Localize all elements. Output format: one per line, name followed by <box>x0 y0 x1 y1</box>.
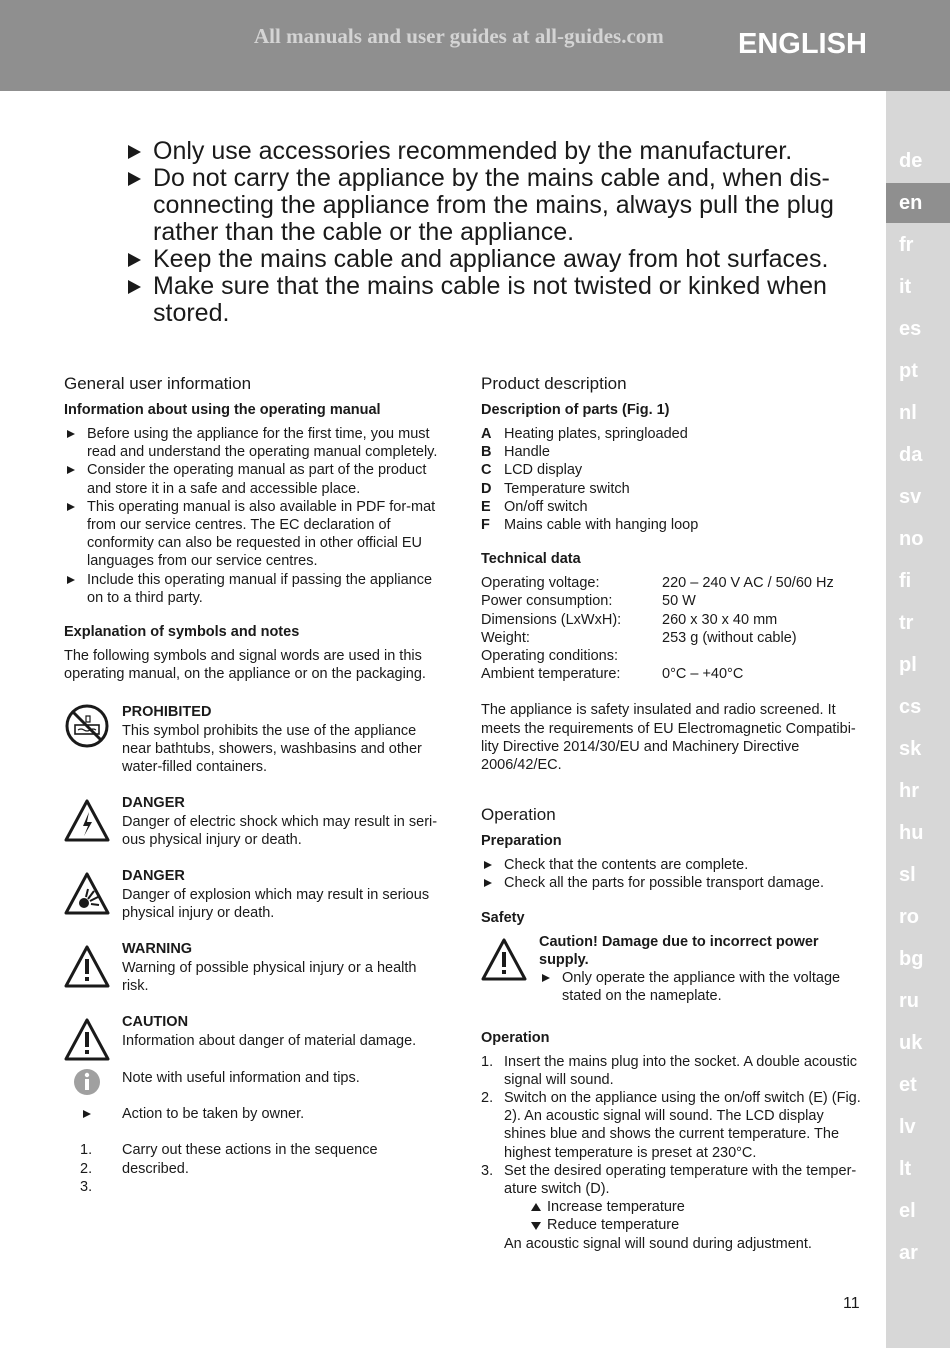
symbol-title: PROHIBITED <box>122 704 212 721</box>
list-item: Include this operating manual if passing the appliance on to a third party. <box>64 571 444 607</box>
section-heading: Operation <box>481 805 556 825</box>
operation-steps <box>481 1053 866 1253</box>
caution-icon <box>64 1017 110 1063</box>
caution-title: Caution! Damage due to incorrect power supply. <box>539 933 819 968</box>
list-item: 1. Insert the mains plug into the socket. A double acoustic signal will sound. <box>481 1053 858 1088</box>
sequence-numbers: 1. 2. 3. <box>80 1142 93 1195</box>
technical-data-table <box>481 574 866 683</box>
action-arrow-icon <box>83 1110 91 1118</box>
bullet-arrow-icon <box>128 253 141 267</box>
bullet-arrow-icon <box>67 430 75 438</box>
bullet-arrow-icon <box>67 576 75 584</box>
list-item: D Temperature switch <box>481 480 630 497</box>
table-row: Power consumption: 50 W <box>481 593 696 610</box>
bullet-arrow-icon <box>67 466 75 474</box>
info-icon <box>74 1069 100 1095</box>
lang-tab-fr[interactable]: fr <box>899 234 914 256</box>
list-item: A Heating plates, springloaded <box>481 426 688 442</box>
list-item: Keep the mains cable and appliance away from hot surfaces. <box>128 246 848 273</box>
list-item: Consider the operating manual as part of the product and store it in a safe and accessible place. <box>64 461 444 497</box>
table-row: Ambient temperature: 0°C – +40°C <box>481 666 744 683</box>
bullet-arrow-icon <box>128 145 141 159</box>
watermark-text: All manuals and user guides at all-guides.com <box>254 24 664 48</box>
lang-tab-no[interactable]: no <box>899 528 924 550</box>
lang-tab-lt[interactable]: lt <box>899 1158 912 1180</box>
bullet-arrow-icon <box>128 172 141 186</box>
manual-info-list <box>64 425 444 607</box>
electric-shock-warning-icon <box>64 798 110 844</box>
reduce-temperature-item: Reduce temperature <box>481 1216 866 1234</box>
lang-tab-es[interactable]: es <box>899 318 922 340</box>
lang-tab-ar[interactable]: ar <box>899 1242 918 1264</box>
subsection-heading: Technical data <box>481 551 581 568</box>
bullet-arrow-icon <box>484 861 492 869</box>
lang-tab-pl[interactable]: pl <box>899 654 917 676</box>
symbols-intro: The following symbols and signal words are used in this operating manual, on the appliance or on the packaging. <box>64 648 426 683</box>
right-column <box>481 373 866 1253</box>
list-item: E On/off switch <box>481 498 588 515</box>
list-item: 3. Set the desired operating temperature with the temper-ature switch (D). <box>481 1162 857 1197</box>
left-column <box>64 373 444 1195</box>
arrow-down-icon <box>531 1222 541 1230</box>
symbol-text: Note with useful information and tips. <box>122 1070 360 1087</box>
lang-tab-et[interactable]: et <box>899 1074 917 1096</box>
symbol-text: This symbol prohibits the use of the appliance near bathtubs, showers, washbasins and other water-filled containers. <box>122 722 422 776</box>
lang-tab-fi[interactable]: fi <box>899 570 912 592</box>
bullet-arrow-icon <box>542 974 550 982</box>
lang-tab-hr[interactable]: hr <box>899 780 919 802</box>
arrow-up-icon <box>531 1203 541 1211</box>
list-item: This operating manual is also available in PDF for-mat from our service centres. The EC declaration of conformity can also be requested in other official EU languages from our service centres. <box>64 498 444 571</box>
bullet-arrow-icon <box>128 280 141 294</box>
lang-tab-cs[interactable]: cs <box>899 696 922 718</box>
list-item: Make sure that the mains cable is not twisted or kinked when stored. <box>128 273 848 327</box>
bullet-arrow-icon <box>67 503 75 511</box>
caution-icon <box>481 937 527 983</box>
list-item: 2. Switch on the appliance using the on/off switch (E) (Fig. 2). An acoustic signal will sound. The LCD display shines blue and shows the current temperature. The highest temperature is preset at 230°C. <box>481 1089 861 1161</box>
list-item: C LCD display <box>481 462 583 479</box>
bullet-arrow-icon <box>484 879 492 887</box>
subsection-heading: Preparation <box>481 833 562 850</box>
list-item: Only use accessories recommended by the manufacturer. <box>128 138 848 165</box>
lang-tab-tr[interactable]: tr <box>899 612 914 634</box>
table-row: Dimensions (LxWxH): 260 x 30 x 40 mm <box>481 611 778 628</box>
subsection-heading: Description of parts (Fig. 1) <box>481 402 670 418</box>
lang-tab-lv[interactable]: lv <box>899 1116 916 1138</box>
symbol-title: WARNING <box>122 941 193 958</box>
increase-temperature-item: Increase temperature <box>481 1198 866 1216</box>
list-item: Do not carry the appliance by the mains cable and, when dis-connecting the appliance from the mains, always pull the plug rather than the cable or the appliance. <box>128 165 848 246</box>
lang-tab-el[interactable]: el <box>899 1200 916 1222</box>
adjustment-note: An acoustic signal will sound during adjustment. <box>504 1235 812 1252</box>
lang-tab-pt[interactable]: pt <box>899 360 918 382</box>
caution-block <box>481 933 866 1013</box>
table-row: Operating conditions: <box>481 647 619 664</box>
preparation-list <box>481 856 866 892</box>
lang-tab-nl[interactable]: nl <box>899 402 917 424</box>
safety-instructions-list <box>128 138 848 327</box>
symbol-title: DANGER <box>122 868 185 885</box>
lang-tab-sv[interactable]: sv <box>899 486 922 508</box>
lang-tab-uk[interactable]: uk <box>899 1032 923 1054</box>
list-item: Only operate the appliance with the voltage stated on the nameplate. <box>539 969 849 1005</box>
list-item: Check that the contents are complete. <box>481 856 866 874</box>
prohibited-icon <box>64 703 110 749</box>
subsection-heading: Operation <box>481 1029 550 1046</box>
subsection-heading: Explanation of symbols and notes <box>64 624 300 641</box>
lang-tab-ro[interactable]: ro <box>899 906 919 928</box>
parts-list <box>481 425 866 534</box>
page-header <box>0 0 950 91</box>
symbol-text: Carry out these actions in the sequence described. <box>122 1142 378 1177</box>
lang-tab-hu[interactable]: hu <box>899 822 924 844</box>
lang-tab-da[interactable]: da <box>899 444 923 466</box>
warning-icon <box>64 944 110 990</box>
lang-tab-sk[interactable]: sk <box>899 738 922 760</box>
list-item: Check all the parts for possible transport damage. <box>481 874 866 892</box>
symbol-text: Danger of explosion which may result in serious physical injury or death. <box>122 886 430 921</box>
list-item: B Handle <box>481 444 550 461</box>
lang-tab-it[interactable]: it <box>899 276 912 298</box>
lang-tab-en[interactable]: en <box>886 183 950 223</box>
subsection-heading: Information about using the operating manual <box>64 402 381 418</box>
list-item: Before using the appliance for the first time, you must read and understand the operating manual completely. <box>64 425 444 461</box>
lang-tab-sl[interactable]: sl <box>899 864 916 886</box>
lang-tab-bg[interactable]: bg <box>899 948 924 970</box>
section-heading: Product description <box>481 374 627 393</box>
symbol-title: DANGER <box>122 795 185 812</box>
table-row: Operating voltage: 220 – 240 V AC / 50/60 Hz <box>481 575 834 592</box>
lang-tab-ru[interactable]: ru <box>899 990 919 1012</box>
symbols-list <box>64 683 444 1195</box>
symbol-title: CAUTION <box>122 1014 189 1031</box>
subsection-heading: Safety <box>481 909 525 926</box>
symbol-text: Warning of possible physical injury or a health risk. <box>122 959 417 994</box>
language-title: ENGLISH <box>738 28 867 60</box>
list-item: F Mains cable with hanging loop <box>481 517 699 534</box>
language-sidebar <box>886 91 950 1348</box>
section-heading: General user information <box>64 374 252 393</box>
page-number: 11 <box>843 1295 860 1312</box>
compliance-paragraph: The appliance is safety insulated and radio screened. It meets the requirements of EU Electromagnetic Compatibi-lity Directive 2014/30/EU and Machinery Directive 2006/42/EC. <box>481 702 856 773</box>
explosion-warning-icon <box>64 871 110 917</box>
symbol-text: Information about danger of material damage. <box>122 1032 417 1049</box>
symbol-text: Action to be taken by owner. <box>122 1106 305 1123</box>
symbol-text: Danger of electric shock which may result in seri-ous physical injury or death. <box>122 813 438 848</box>
lang-tab-de[interactable]: de <box>899 150 923 172</box>
table-row: Weight: 253 g (without cable) <box>481 629 797 646</box>
